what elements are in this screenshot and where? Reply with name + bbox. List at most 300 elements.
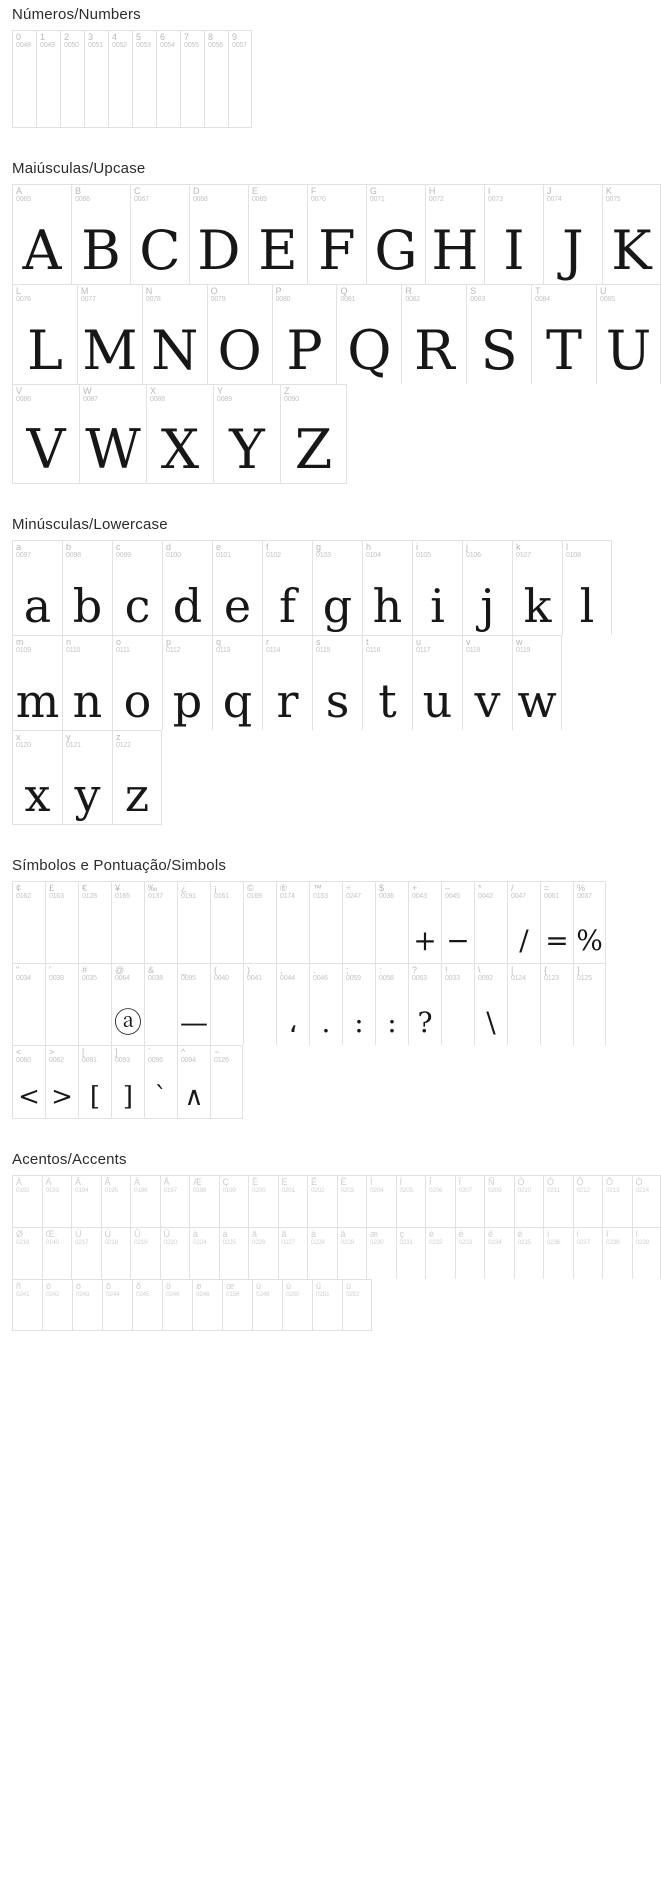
glyph-cell[interactable] [342, 963, 375, 1045]
glyph-cell[interactable] [192, 1279, 222, 1331]
glyph-cell[interactable] [84, 30, 108, 128]
glyph-cell[interactable] [210, 1045, 243, 1119]
glyph-cell[interactable] [71, 1227, 101, 1279]
glyph-cell[interactable] [309, 881, 342, 963]
glyph-cell[interactable] [484, 184, 543, 284]
glyph-cell[interactable] [189, 1227, 219, 1279]
glyph-label: Ö [635, 1177, 643, 1187]
glyph-cell[interactable] [307, 1227, 337, 1279]
glyph-cell[interactable] [210, 963, 243, 1045]
glyph-code: 0120 [16, 742, 31, 749]
glyph-cell[interactable] [466, 284, 531, 384]
glyph-label: / [511, 883, 514, 893]
glyph-label: 5 [136, 32, 142, 42]
glyph-cell[interactable] [12, 1175, 42, 1227]
glyph-code: 0092 [478, 975, 493, 982]
glyph-label: Ç [222, 1177, 229, 1187]
glyph-cell[interactable] [248, 1175, 278, 1227]
glyph-code: 0076 [16, 296, 31, 303]
glyph-cell[interactable] [12, 1279, 42, 1331]
glyph-code: 0196 [134, 1187, 148, 1194]
glyph-cell[interactable] [307, 184, 366, 284]
glyph-cell[interactable] [101, 1227, 131, 1279]
glyph-cell[interactable] [207, 284, 272, 384]
glyph-code: 0079 [210, 296, 226, 303]
glyph-label: ö [166, 1281, 172, 1291]
glyph-code: 0204 [370, 1187, 384, 1194]
glyph-preview: m [15, 674, 60, 728]
glyph-code: 0153 [313, 893, 328, 900]
glyph-cell[interactable] [408, 963, 441, 1045]
glyph-cell[interactable] [45, 963, 78, 1045]
glyph-code: 0241 [16, 1291, 30, 1298]
glyph-cell[interactable] [72, 1279, 102, 1331]
glyph-label: à [193, 1229, 199, 1239]
glyph-cell[interactable] [441, 963, 474, 1045]
glyph-code: 0251 [316, 1291, 330, 1298]
glyph-cell[interactable] [12, 30, 36, 128]
glyph-cell[interactable] [12, 635, 62, 730]
glyph-cell[interactable] [102, 1279, 132, 1331]
glyph-preview: F [318, 219, 356, 282]
glyph-cell[interactable] [132, 30, 156, 128]
glyph-preview: q [222, 674, 253, 728]
glyph-code: 0050 [64, 42, 79, 49]
glyph-code: 0051 [88, 42, 103, 49]
glyph-cell[interactable] [45, 881, 78, 963]
glyph-cell[interactable] [248, 1227, 278, 1279]
glyph-cell[interactable] [71, 184, 130, 284]
glyph-cell[interactable] [162, 540, 212, 635]
glyph-cell[interactable] [77, 284, 142, 384]
glyph-preview: − [446, 924, 470, 957]
glyph-code: 0242 [46, 1291, 60, 1298]
glyph-label: # [82, 965, 88, 975]
glyph-cell[interactable] [514, 1227, 544, 1279]
glyph-cell[interactable] [210, 881, 243, 963]
glyph-label: Q [340, 286, 348, 296]
glyph-cell[interactable] [111, 881, 144, 963]
glyph-label: ì [547, 1229, 550, 1239]
glyph-cell[interactable] [144, 881, 177, 963]
glyph-cell[interactable] [425, 1227, 455, 1279]
glyph-code: 0033 [445, 975, 460, 982]
glyph-label: g [316, 542, 322, 552]
glyph-cell[interactable] [130, 1227, 160, 1279]
glyph-code: 0202 [311, 1187, 325, 1194]
glyph-label: b [66, 542, 72, 552]
glyph-cell[interactable] [177, 881, 210, 963]
glyph-code: 0246 [166, 1291, 180, 1298]
glyph-cell[interactable] [596, 284, 661, 384]
glyph-cell[interactable] [146, 384, 213, 484]
glyph-cell[interactable] [512, 540, 562, 635]
glyph-cell[interactable] [12, 1045, 45, 1119]
glyph-preview: I [503, 219, 525, 282]
glyph-cell[interactable] [602, 184, 661, 284]
glyph-code: 0037 [577, 893, 592, 900]
glyph-code: 0128 [82, 893, 97, 900]
glyph-cell[interactable] [130, 1175, 160, 1227]
glyph-label: f [266, 542, 269, 552]
glyph-cell[interactable] [62, 730, 112, 825]
glyph-cell[interactable] [12, 730, 62, 825]
glyph-label: ü [346, 1281, 352, 1291]
glyph-cell[interactable] [412, 635, 462, 730]
glyph-cell[interactable] [362, 540, 412, 635]
glyph-code: 0096 [148, 1057, 163, 1064]
glyph-code: 0197 [163, 1187, 177, 1194]
glyph-code: 0224 [193, 1239, 207, 1246]
glyph-cell[interactable] [112, 540, 162, 635]
glyph-code: 0212 [576, 1187, 590, 1194]
glyph-code: 0089 [217, 396, 232, 403]
glyph-row [12, 30, 661, 128]
glyph-cell[interactable] [112, 730, 162, 825]
glyph-code: 0118 [466, 647, 481, 654]
glyph-code: 0218 [104, 1239, 118, 1246]
glyph-preview: : [354, 1006, 364, 1039]
glyph-label: ë [517, 1229, 523, 1239]
glyph-preview: W [85, 418, 141, 481]
glyph-cell[interactable] [425, 1175, 455, 1227]
glyph-cell[interactable] [280, 384, 347, 484]
glyph-cell[interactable] [507, 963, 540, 1045]
glyph-cell[interactable] [366, 184, 425, 284]
glyph-cell[interactable] [531, 284, 596, 384]
glyph-cell[interactable] [177, 963, 210, 1045]
glyph-cell[interactable] [278, 1227, 308, 1279]
glyph-cell[interactable] [36, 30, 60, 128]
glyph-cell[interactable] [144, 1045, 177, 1119]
glyph-cell[interactable] [228, 30, 252, 128]
glyph-cell[interactable] [132, 1279, 162, 1331]
glyph-label: ò [46, 1281, 52, 1291]
glyph-code: 0077 [80, 296, 96, 303]
glyph-cell[interactable] [78, 963, 111, 1045]
glyph-cell[interactable] [307, 1175, 337, 1227]
glyph-label: ï [635, 1229, 639, 1239]
glyph-code: 0093 [115, 1057, 130, 1064]
section-spacer [0, 825, 661, 851]
glyph-cell[interactable] [111, 1045, 144, 1119]
glyph-code: 0104 [366, 552, 381, 559]
glyph-row [12, 284, 661, 384]
glyph-cell[interactable] [276, 881, 309, 963]
glyph-cell[interactable] [375, 963, 408, 1045]
glyph-code: 0103 [316, 552, 331, 559]
glyph-cell[interactable] [12, 881, 45, 963]
glyph-code: 0211 [547, 1187, 560, 1194]
glyph-cell[interactable] [441, 881, 474, 963]
glyph-cell[interactable] [507, 881, 540, 963]
glyph-cell[interactable] [484, 1175, 514, 1227]
section-spacer [0, 128, 661, 154]
glyph-cell[interactable] [79, 384, 146, 484]
glyph-code: 0165 [115, 893, 130, 900]
glyph-code: 0084 [535, 296, 550, 303]
glyph-code: 0217 [75, 1239, 89, 1246]
glyph-cell[interactable] [162, 635, 212, 730]
glyph-preview: [ [89, 1082, 101, 1112]
glyph-label: u [416, 637, 422, 647]
glyph-label: É [281, 1177, 288, 1187]
glyph-code: 0203 [340, 1187, 354, 1194]
glyph-cell[interactable] [573, 963, 606, 1045]
glyph-code: 0231 [399, 1239, 413, 1246]
glyph-preview: M [82, 319, 138, 382]
glyph-code: 0035 [82, 975, 97, 982]
glyph-cell[interactable] [204, 30, 228, 128]
glyph-code: 0113 [216, 647, 231, 654]
glyph-code: 0082 [405, 296, 421, 303]
glyph-cell[interactable] [540, 963, 573, 1045]
glyph-code: 0112 [166, 647, 181, 654]
glyph-label: Ò [517, 1177, 525, 1187]
glyph-label: â [252, 1229, 258, 1239]
glyph-cell[interactable] [282, 1279, 312, 1331]
glyph-code: 0123 [544, 975, 559, 982]
glyph-label: ? [412, 965, 418, 975]
glyph-cell[interactable] [602, 1227, 632, 1279]
glyph-label: õ [136, 1281, 142, 1291]
glyph-cell[interactable] [362, 635, 412, 730]
glyph-cell[interactable] [573, 881, 606, 963]
glyph-preview: ] [122, 1082, 134, 1112]
glyph-cell[interactable] [366, 1227, 396, 1279]
glyph-cell[interactable] [42, 1227, 72, 1279]
glyph-cell[interactable] [160, 1175, 190, 1227]
glyph-preview: R [413, 319, 455, 382]
glyph-cell[interactable] [189, 1175, 219, 1227]
glyph-cell[interactable] [12, 540, 62, 635]
glyph-cell[interactable] [484, 1227, 514, 1279]
glyph-preview: g [322, 579, 353, 633]
glyph-label: ó [76, 1281, 82, 1291]
glyph-cell[interactable] [243, 963, 276, 1045]
glyph-cell[interactable] [243, 881, 276, 963]
glyph-cell[interactable] [408, 881, 441, 963]
glyph-preview: ? [417, 1006, 433, 1039]
glyph-label: Ù [75, 1229, 82, 1239]
glyph-cell[interactable] [401, 284, 466, 384]
glyph-cell[interactable] [312, 540, 362, 635]
glyph-cell[interactable] [396, 1227, 426, 1279]
glyph-code: 0057 [232, 42, 247, 49]
glyph-cell[interactable] [272, 284, 337, 384]
glyph-code: 0109 [16, 647, 31, 654]
glyph-label: ~ [214, 1047, 220, 1057]
glyph-cell[interactable] [312, 635, 362, 730]
glyph-code: 0200 [252, 1187, 266, 1194]
glyph-code: 0199 [222, 1187, 236, 1194]
glyph-cell[interactable] [156, 30, 180, 128]
glyph-cell[interactable] [573, 1227, 603, 1279]
glyph-cell[interactable] [512, 635, 562, 730]
glyph-label: î [606, 1229, 609, 1239]
glyph-code: 0070 [310, 196, 326, 203]
glyph-cell[interactable] [60, 30, 84, 128]
glyph-cell[interactable] [514, 1175, 544, 1227]
glyph-row [12, 1045, 661, 1119]
glyph-cell[interactable] [425, 184, 484, 284]
glyph-cell[interactable] [101, 1175, 131, 1227]
glyph-cell[interactable] [12, 384, 79, 484]
glyph-cell[interactable] [543, 184, 602, 284]
glyph-cell[interactable] [342, 1279, 372, 1331]
glyph-cell[interactable] [213, 384, 280, 484]
glyph-label: V [16, 386, 23, 396]
glyph-cell[interactable] [632, 1227, 661, 1279]
glyph-cell[interactable] [162, 1279, 192, 1331]
glyph-cell[interactable] [144, 963, 177, 1045]
glyph-cell[interactable] [108, 30, 132, 128]
glyph-label: Æ [193, 1177, 202, 1187]
glyph-cell[interactable] [543, 1175, 573, 1227]
glyph-cell[interactable] [62, 540, 112, 635]
glyph-preview: \ [486, 1006, 496, 1039]
glyph-cell[interactable] [71, 1175, 101, 1227]
glyph-label: C [133, 186, 141, 196]
glyph-label: d [166, 542, 172, 552]
glyph-cell[interactable] [278, 1175, 308, 1227]
glyph-cell[interactable] [455, 1175, 485, 1227]
glyph-cell[interactable] [189, 184, 248, 284]
glyph-cell[interactable] [337, 1227, 367, 1279]
glyph-cell[interactable] [45, 1045, 78, 1119]
glyph-label: = [544, 883, 550, 893]
glyph-cell[interactable] [219, 1175, 249, 1227]
glyph-code: 0191 [181, 893, 196, 900]
glyph-code: 0043 [412, 893, 427, 900]
glyph-code: 0075 [605, 196, 621, 203]
glyph-row [12, 881, 661, 963]
glyph-cell[interactable] [462, 540, 512, 635]
glyph-cell[interactable] [602, 1175, 632, 1227]
section-title-symbols: Símbolos e Pontuação/Simbols [12, 857, 227, 874]
glyph-cell[interactable] [219, 1227, 249, 1279]
glyph-cell[interactable] [12, 1227, 42, 1279]
glyph-code: 0099 [116, 552, 131, 559]
glyph-row [12, 730, 661, 825]
glyph-preview: c [124, 579, 151, 633]
glyph-label: U [600, 286, 607, 296]
glyph-cell[interactable] [248, 184, 307, 284]
glyph-cell[interactable] [252, 1279, 282, 1331]
glyph-preview: U [605, 319, 652, 382]
glyph-cell[interactable] [212, 635, 262, 730]
glyph-code: 0058 [379, 975, 394, 982]
glyph-cell[interactable] [12, 284, 77, 384]
glyph-label: y [66, 732, 71, 742]
glyph-cell[interactable] [337, 1175, 367, 1227]
glyph-code: 0034 [16, 975, 31, 982]
glyph-cell[interactable] [342, 881, 375, 963]
glyph-cell[interactable] [262, 540, 312, 635]
glyph-cell[interactable] [42, 1279, 72, 1331]
glyph-label: í [576, 1229, 580, 1239]
glyph-cell[interactable] [142, 284, 207, 384]
glyph-cell[interactable] [262, 635, 312, 730]
glyph-label: 8 [208, 32, 214, 42]
glyph-cell[interactable] [222, 1279, 252, 1331]
glyph-code: 0206 [429, 1187, 443, 1194]
glyph-label: a [16, 542, 22, 552]
glyph-code: 0195 [104, 1187, 118, 1194]
glyph-cell[interactable] [573, 1175, 603, 1227]
glyph-cell[interactable] [12, 963, 45, 1045]
glyph-code: 0115 [316, 647, 331, 654]
glyph-cell[interactable] [462, 635, 512, 730]
glyph-cell[interactable] [540, 881, 573, 963]
glyph-label: ù [256, 1281, 262, 1291]
glyph-cell[interactable] [42, 1175, 72, 1227]
glyph-code: 0069 [251, 196, 267, 203]
glyph-label: S [470, 286, 477, 296]
glyph-preview: l [579, 579, 595, 633]
glyph-preview: u [422, 674, 453, 728]
glyph-cell[interactable] [312, 1279, 342, 1331]
glyph-cell[interactable] [474, 881, 507, 963]
glyph-cell[interactable] [375, 881, 408, 963]
glyph-preview: X [160, 418, 200, 481]
glyph-label: D [192, 186, 200, 196]
glyph-label: L [16, 286, 22, 296]
glyph-cell[interactable] [412, 540, 462, 635]
glyph-preview: + [413, 924, 437, 957]
glyph-cell[interactable] [396, 1175, 426, 1227]
glyph-cell[interactable] [112, 635, 162, 730]
glyph-cell[interactable] [455, 1227, 485, 1279]
glyph-label: Ã [104, 1177, 111, 1187]
glyph-code: 0098 [66, 552, 81, 559]
glyph-cell[interactable] [111, 963, 144, 1045]
glyph-code: 0156 [226, 1291, 240, 1298]
glyph-cell[interactable] [366, 1175, 396, 1227]
glyph-cell[interactable] [130, 184, 189, 284]
glyph-preview: / [519, 924, 529, 957]
glyph-cell[interactable] [212, 540, 262, 635]
glyph-cell[interactable] [180, 30, 204, 128]
glyph-cell[interactable] [474, 963, 507, 1045]
glyph-label: Z [284, 386, 290, 396]
glyph-cell[interactable] [336, 284, 401, 384]
glyph-code: 0044 [280, 975, 295, 982]
glyph-code: 0169 [247, 893, 262, 900]
section-numbers [0, 0, 661, 128]
glyph-label: ; [346, 965, 349, 975]
glyph-cell[interactable] [543, 1227, 573, 1279]
glyph-cell[interactable] [12, 184, 71, 284]
glyph-preview: k [523, 579, 552, 633]
glyph-code: 0097 [16, 552, 31, 559]
glyph-cell[interactable] [562, 540, 612, 635]
glyph-code: 0065 [16, 196, 31, 203]
glyph-label: ` [148, 1047, 151, 1057]
glyph-cell[interactable] [177, 1045, 210, 1119]
glyph-label: 6 [160, 32, 166, 42]
glyph-cell[interactable] [309, 963, 342, 1045]
glyph-cell[interactable] [62, 635, 112, 730]
glyph-cell[interactable] [78, 1045, 111, 1119]
glyph-cell[interactable] [276, 963, 309, 1045]
glyph-cell[interactable] [160, 1227, 190, 1279]
glyph-code: 0108 [566, 552, 581, 559]
glyph-code: 0244 [106, 1291, 120, 1298]
glyph-code: 0046 [313, 975, 328, 982]
glyph-cell[interactable] [632, 1175, 661, 1227]
glyph-cell[interactable] [78, 881, 111, 963]
